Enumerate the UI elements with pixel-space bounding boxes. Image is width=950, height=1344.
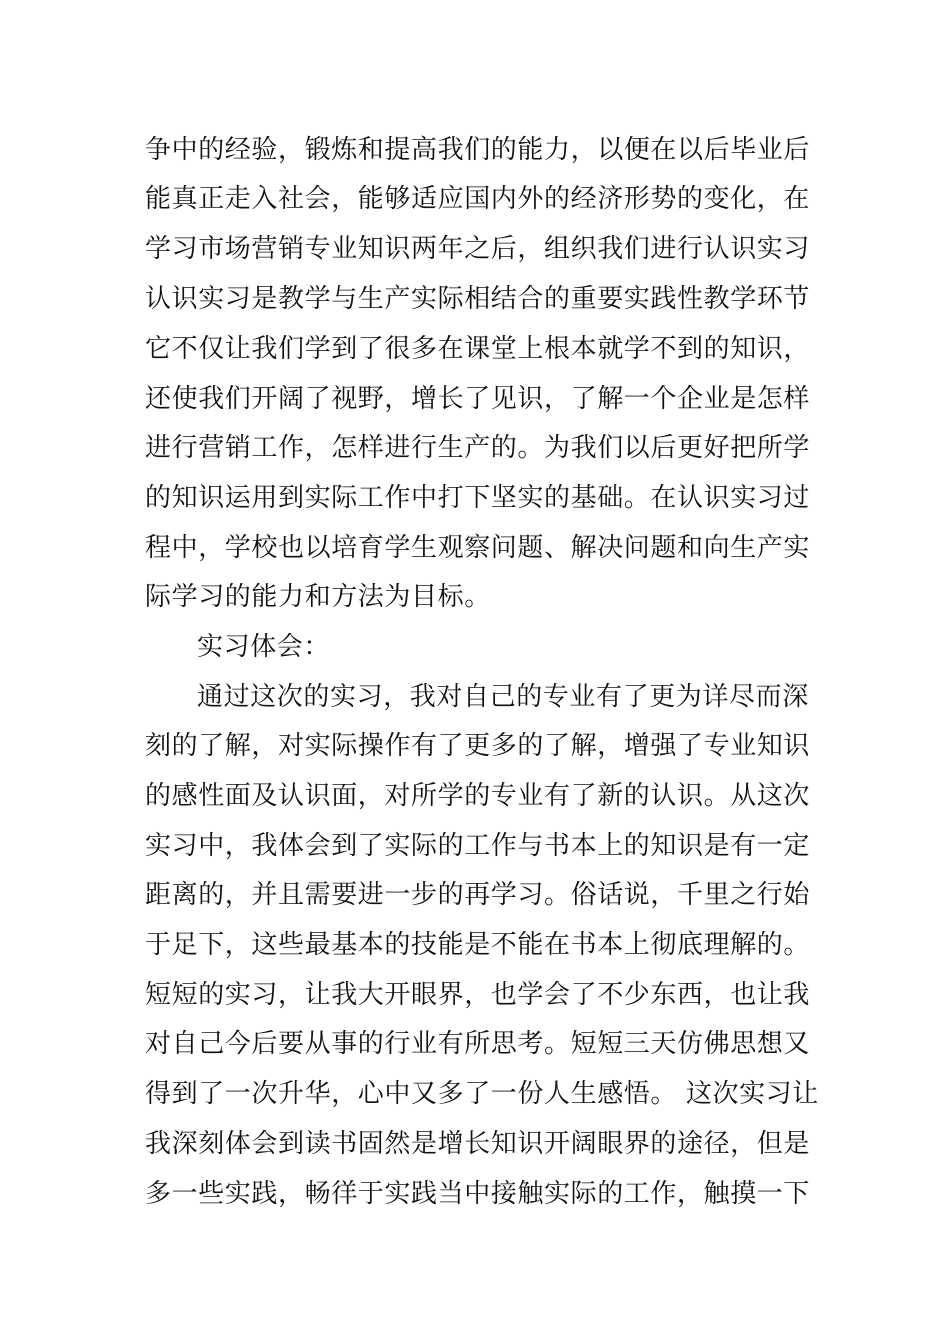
text-line: 距离的，并且需要进一步的再学习。俗话说，千里之行始 [145,880,811,910]
text-line: 认识实习是教学与生产实际相结合的重要实践性教学环节 [145,284,811,314]
text-line: 争中的经验，锻炼和提高我们的能力，以便在以后毕业后 [145,135,811,165]
text-line: 的感性面及认识面，对所学的专业有了新的认识。从这次 [145,781,811,811]
paragraph-first-line: 通过这次的实习，我对自己的专业有了更为详尽而深 [197,682,809,712]
text-line: 际学习的能力和方法为目标。 [145,582,491,612]
section-heading: 实习体会： [197,632,331,662]
text-line: 我深刻体会到读书固然是增长知识开阔眼界的途径，但是 [145,1129,811,1159]
text-line: 的知识运用到实际工作中打下坚实的基础。在认识实习过 [145,483,811,513]
text-line: 程中，学校也以培育学生观察问题、解决问题和向生产实 [145,533,811,563]
text-line: 对自己今后要从事的行业有所思考。短短三天仿佛思想又 [145,1029,811,1059]
text-line: 还使我们开阔了视野，增长了见识，了解一个企业是怎样 [145,384,811,414]
text-line: 多一些实践，畅徉于实践当中接触实际的工作，触摸一下 [145,1179,811,1209]
text-line: 短短的实习，让我大开眼界，也学会了不少东西，也让我 [145,980,811,1010]
text-line: 能真正走入社会，能够适应国内外的经济形势的变化，在 [145,184,811,214]
text-line: 学习市场营销专业知识两年之后，组织我们进行认识实习 [145,234,811,264]
text-line: 实习中，我体会到了实际的工作与书本上的知识是有一定 [145,831,811,861]
text-line: 刻的了解，对实际操作有了更多的了解，增强了专业知识 [145,731,811,761]
text-line: 它不仅让我们学到了很多在课堂上根本就学不到的知识， [145,334,811,364]
text-line: 得到了一次升华，心中又多了一份人生感悟。 这次实习让 [145,1079,819,1109]
text-line: 进行营销工作，怎样进行生产的。为我们以后更好把所学 [145,433,811,463]
text-line: 于足下，这些最基本的技能是不能在书本上彻底理解的。 [145,930,811,960]
